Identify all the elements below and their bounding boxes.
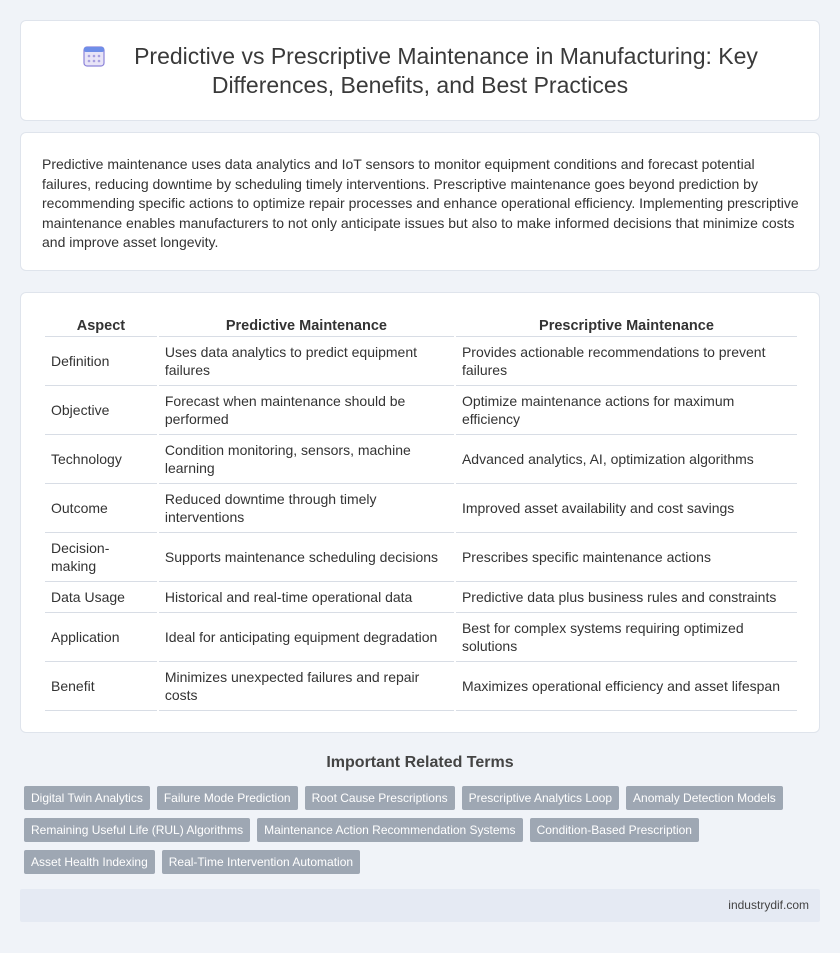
related-term-tag[interactable]: Digital Twin Analytics: [24, 786, 150, 810]
related-term-tag[interactable]: Remaining Useful Life (RUL) Algorithms: [24, 818, 250, 842]
aspect-cell: Objective: [45, 386, 157, 435]
prescriptive-cell: Improved asset availability and cost savings: [456, 484, 797, 533]
table-row: [45, 337, 797, 386]
table-header-row: [45, 313, 797, 337]
footer: [20, 889, 820, 922]
calendar-icon: [82, 44, 106, 68]
related-terms-title: Important Related Terms: [326, 754, 514, 771]
table-row: [45, 662, 797, 711]
table-row: [45, 484, 797, 533]
aspect-cell: Data Usage: [45, 582, 157, 613]
predictive-cell: Reduced downtime through timely interventions: [159, 484, 454, 533]
related-term-tag[interactable]: Failure Mode Prediction: [157, 786, 298, 810]
title-card: [20, 20, 820, 121]
table-row: [45, 386, 797, 435]
comparison-table: [43, 313, 799, 711]
related-term-tag[interactable]: Anomaly Detection Models: [626, 786, 783, 810]
prescriptive-cell: Best for complex systems requiring optimized solutions: [456, 613, 797, 662]
aspect-cell: Outcome: [45, 484, 157, 533]
header-aspect: Aspect: [45, 313, 157, 337]
page-title-text: Predictive vs Prescriptive Maintenance in Manufacturing: Key Differences, Benefits, and Best Practices: [134, 42, 758, 98]
aspect-cell: Technology: [45, 435, 157, 484]
header-predictive: Predictive Maintenance: [159, 313, 454, 337]
table-row: [45, 533, 797, 582]
prescriptive-cell: Maximizes operational efficiency and asset lifespan: [456, 662, 797, 711]
predictive-cell: Historical and real-time operational data: [159, 582, 454, 613]
predictive-cell: Ideal for anticipating equipment degradation: [159, 613, 454, 662]
predictive-cell: Condition monitoring, sensors, machine learning: [159, 435, 454, 484]
aspect-cell: Decision-making: [45, 533, 157, 582]
aspect-cell: Application: [45, 613, 157, 662]
related-term-tag[interactable]: Root Cause Prescriptions: [305, 786, 455, 810]
intro-paragraph: Predictive maintenance uses data analytics and IoT sensors to monitor equipment conditions and forecast potential failures, reducing downtime by scheduling timely interventions. Prescriptive maintenance goes beyond prediction by recommending specific actions to optimize repair processes and enhance operational efficiency. Implementing prescriptive maintenance enables manufacturers to not only anticipate issues but also to make informed decisions that minimize costs and improve asset longevity.: [42, 156, 799, 250]
related-term-tag[interactable]: Prescriptive Analytics Loop: [462, 786, 619, 810]
related-term-tag[interactable]: Condition-Based Prescription: [530, 818, 699, 842]
comparison-card: [20, 292, 820, 733]
table-row: [45, 582, 797, 613]
aspect-cell: Definition: [45, 337, 157, 386]
prescriptive-cell: Advanced analytics, AI, optimization algorithms: [456, 435, 797, 484]
aspect-cell: Benefit: [45, 662, 157, 711]
predictive-cell: Uses data analytics to predict equipment failures: [159, 337, 454, 386]
related-term-tag[interactable]: Maintenance Action Recommendation Systems: [257, 818, 522, 842]
prescriptive-cell: Optimize maintenance actions for maximum efficiency: [456, 386, 797, 435]
header-prescriptive: Prescriptive Maintenance: [456, 313, 797, 337]
predictive-cell: Supports maintenance scheduling decisions: [159, 533, 454, 582]
predictive-cell: Forecast when maintenance should be performed: [159, 386, 454, 435]
prescriptive-cell: Prescribes specific maintenance actions: [456, 533, 797, 582]
prescriptive-cell: Provides actionable recommendations to prevent failures: [456, 337, 797, 386]
related-term-tag[interactable]: Asset Health Indexing: [24, 850, 155, 874]
prescriptive-cell: Predictive data plus business rules and constraints: [456, 582, 797, 613]
table-row: [45, 435, 797, 484]
page-title: [61, 42, 779, 100]
predictive-cell: Minimizes unexpected failures and repair costs: [159, 662, 454, 711]
related-terms-list: [24, 786, 804, 882]
table-row: [45, 613, 797, 662]
footer-site-link[interactable]: industrydif.com: [728, 898, 809, 912]
related-term-tag[interactable]: Real-Time Intervention Automation: [162, 850, 360, 874]
intro-card: [20, 132, 820, 271]
